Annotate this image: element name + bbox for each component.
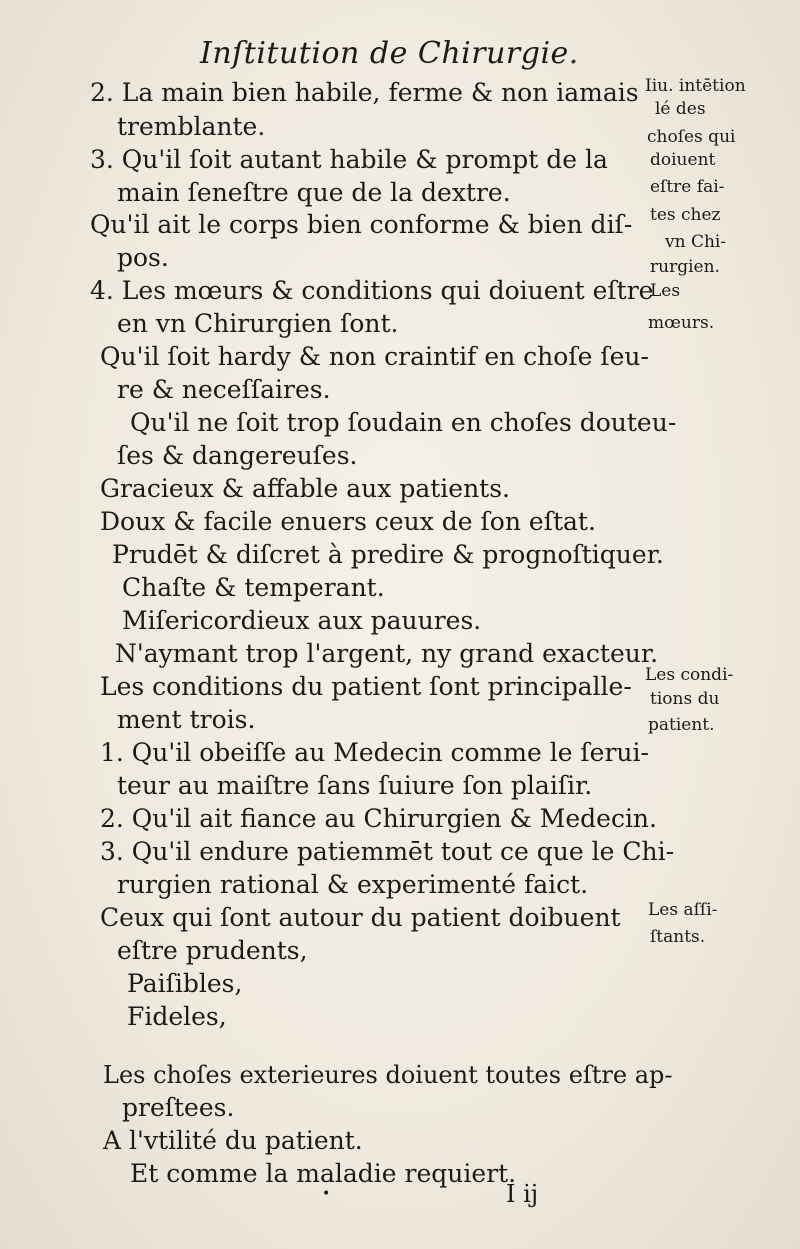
printer-ornament: • [322,1186,331,1202]
body-line: Miſericordieux aux pauures. [122,606,482,635]
body-line: re & neceſſaires. [117,375,331,404]
margin-note: vn Chi- [665,232,727,252]
margin-note: doiuent [650,150,716,170]
body-line: Paiſibles, [127,969,243,998]
margin-note: mœurs. [648,313,715,333]
body-line: 4. Les mœurs & conditions qui doiuent eſtre [90,276,654,305]
margin-note: Les condi- [645,665,734,685]
margin-note: patient. [648,715,715,735]
margin-note: choſes qui [647,127,736,147]
body-line: 3. Qu'il ſoit autant habile & prompt de la [90,145,608,174]
margin-note: lé des [655,99,706,119]
body-line: tremblante. [117,112,266,141]
body-line: Qu'il ait le corps bien conforme & bien diſ- [90,210,633,239]
body-line: 1. Qu'il obeiſſe au Medecin comme le ſerui- [100,738,649,767]
margin-note: Les [650,281,681,301]
body-line: Doux & facile enuers ceux de ſon eſtat. [100,507,596,536]
body-line: preſtees. [122,1093,235,1122]
body-line: main ſeneſtre que de la dextre. [117,178,511,207]
body-line: Chaſte & temperant. [122,573,385,602]
body-line: 2. La main bien habile, ferme & non iamais [90,78,639,107]
body-line: ment trois. [117,705,256,734]
body-line: Les choſes exterieures doiuent toutes eſtre ap- [103,1061,673,1089]
body-line: Prudēt & diſcret à predire & prognoſtiquer. [112,540,664,569]
body-line: Fideles, [127,1002,227,1031]
margin-note: tes chez [650,205,721,225]
body-line: Gracieux & affable aux patients. [100,474,510,503]
body-line: 3. Qu'il endure patiemmēt tout ce que le Chi- [100,837,675,866]
margin-note: ſtants. [650,927,706,947]
margin-note: eſtre fai- [650,177,725,197]
margin-note: Les aſſi- [648,900,718,920]
body-line: en vn Chirurgien ſont. [117,309,399,338]
running-header: Inſtitution de Chirurgie. [200,36,579,71]
signature-mark: I ij [506,1180,539,1208]
body-line: Qu'il ne ſoit trop ſoudain en choſes douteu- [130,408,677,437]
body-line: Les conditions du patient ſont principalle- [100,672,632,701]
body-line: A l'vtilité du patient. [103,1126,363,1155]
margin-note: rurgien. [650,257,720,277]
body-line: rurgien rational & experimenté faict. [117,870,589,899]
body-line: Et comme la maladie requiert. [130,1159,517,1188]
body-line: N'aymant trop l'argent, ny grand exacteur. [115,639,659,668]
body-line: ſes & dangereuſes. [117,441,358,470]
body-line: eſtre prudents, [117,936,308,965]
body-line: teur au maiſtre ſans ſuiure ſon plaiſir. [117,771,593,800]
margin-note: tions du [650,689,720,709]
body-line: pos. [117,243,169,272]
margin-note: Iiu. intētion [645,76,746,96]
body-line: Qu'il ſoit hardy & non craintif en choſe ſeu- [100,342,649,371]
body-line: Ceux qui ſont autour du patient doibuent [100,903,621,932]
body-line: 2. Qu'il ait fiance au Chirurgien & Medecin. [100,804,657,833]
